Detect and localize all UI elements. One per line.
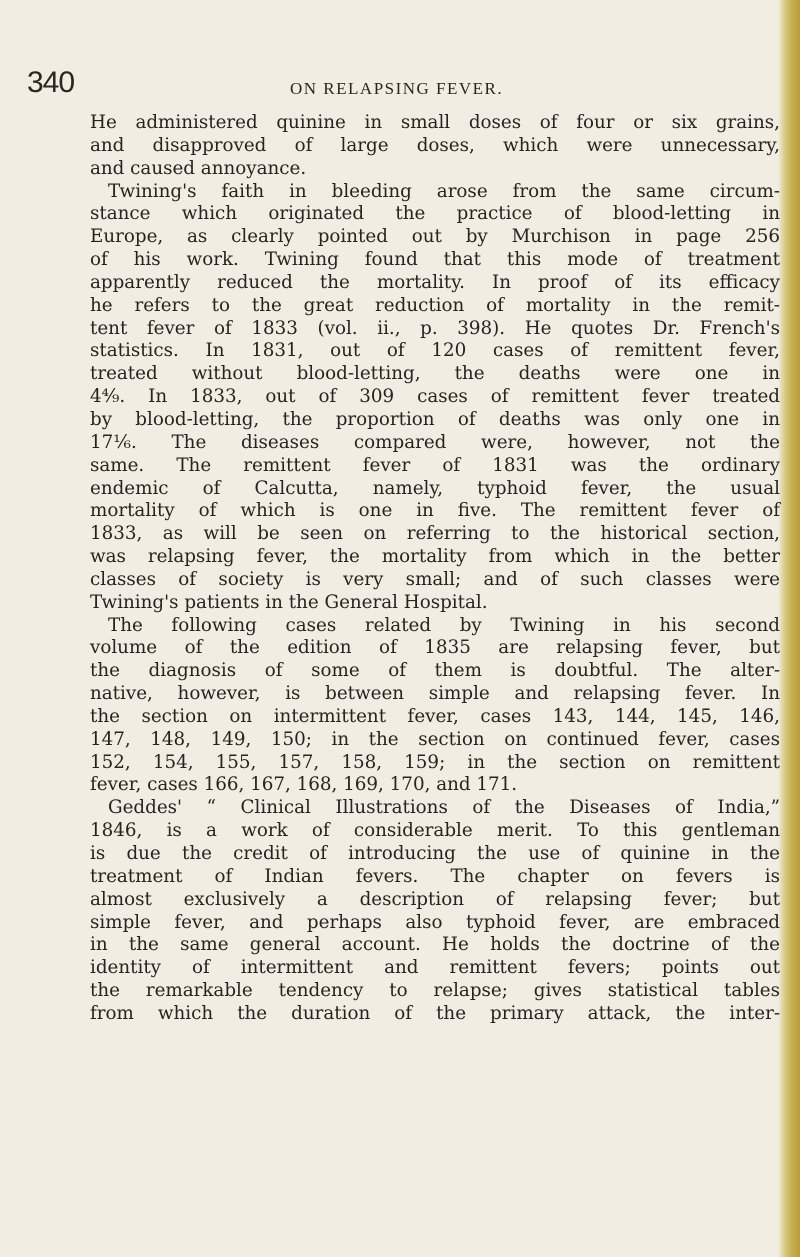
text-line: Twining's faith in bleeding arose from the same circum- [108,180,780,202]
text-line: mortality of which is one in five. The remittent fever of [90,500,780,522]
text-line: from which the duration of the primary attack, the inter- [90,1002,780,1024]
text-line: volume of the edition of 1835 are relapsing fever, but [90,637,780,659]
page-number: 340 [27,66,75,99]
text-line: apparently reduced the mortality. In proof of its efficacy [90,271,780,293]
text-line: in the same general account. He holds the doctrine of the [90,934,780,956]
text-line: Geddes' “ Clinical Illustrations of the Diseases of India,” [108,797,780,819]
text-line: same. The remittent fever of 1831 was the ordinary [90,454,780,476]
text-line: and caused annoyance. [90,157,307,179]
text-line: He administered quinine in small doses of four or six grains, [90,112,780,133]
text-line: 1846, is a work of considerable merit. To this gentleman [90,820,780,842]
text-line: the section on intermittent fever, cases 143, 144, 145, 146, [90,705,780,727]
text-line: 1833, as will be seen on referring to the historical section, [90,523,780,545]
text-line: the diagnosis of some of them is doubtful. The alter- [90,660,780,682]
text-line: treatment of Indian fevers. The chapter on fevers is [90,865,780,887]
text-line: 17¹⁄₆. The diseases compared were, however, not the [90,431,780,453]
text-line: endemic of Calcutta, namely, typhoid fever, the usual [90,477,780,499]
text-line: native, however, is between simple and relapsing fever. In [90,683,780,705]
page-edge [778,0,800,1257]
text-line: classes of society is very small; and of such classes were [90,568,780,590]
text-line: is due the credit of introducing the use of quinine in the [90,843,780,864]
text-line: 152, 154, 155, 157, 158, 159; in the section on remittent [90,751,780,773]
text-line: fever, cases 166, 167, 168, 169, 170, and 171. [90,774,518,796]
text-line: The following cases related by Twining in his second [108,614,780,636]
text-line: treated without blood-letting, the deaths were one in [90,363,780,385]
text-line: Twining's patients in the General Hospital. [90,591,488,613]
text-line: by blood-letting, the proportion of deaths was only one in [90,408,780,430]
text-line: of his work. Twining found that this mode of treatment [90,249,780,271]
text-line: tent fever of 1833 (vol. ii., p. 398). He quotes Dr. French's [90,317,780,339]
text-line: the remarkable tendency to relapse; gives statistical tables [90,980,780,1002]
text-line: he refers to the great reduction of mortality in the remit- [90,294,780,316]
text-line: identity of intermittent and remittent fevers; points out [90,957,780,979]
text-line: simple fever, and perhaps also typhoid fever, are embraced [90,911,780,933]
text-line: and disapproved of large doses, which were unnecessary, [90,134,780,156]
text-line: was relapsing fever, the mortality from which in the better [90,546,780,568]
text-line: stance which originated the practice of blood-letting in [90,203,780,225]
text-line: almost exclusively a description of relapsing fever; but [90,888,780,910]
text-line: statistics. In 1831, out of 120 cases of remittent fever, [90,340,780,362]
body-text [90,112,780,1026]
running-title: ON RELAPSING FEVER. [290,79,504,98]
text-line: 147, 148, 149, 150; in the section on continued fever, cases [90,728,780,750]
text-line: 4⁴⁄₉. In 1833, out of 309 cases of remittent fever treated [90,386,780,408]
text-line: Europe, as clearly pointed out by Murchison in page 256 [90,226,780,248]
